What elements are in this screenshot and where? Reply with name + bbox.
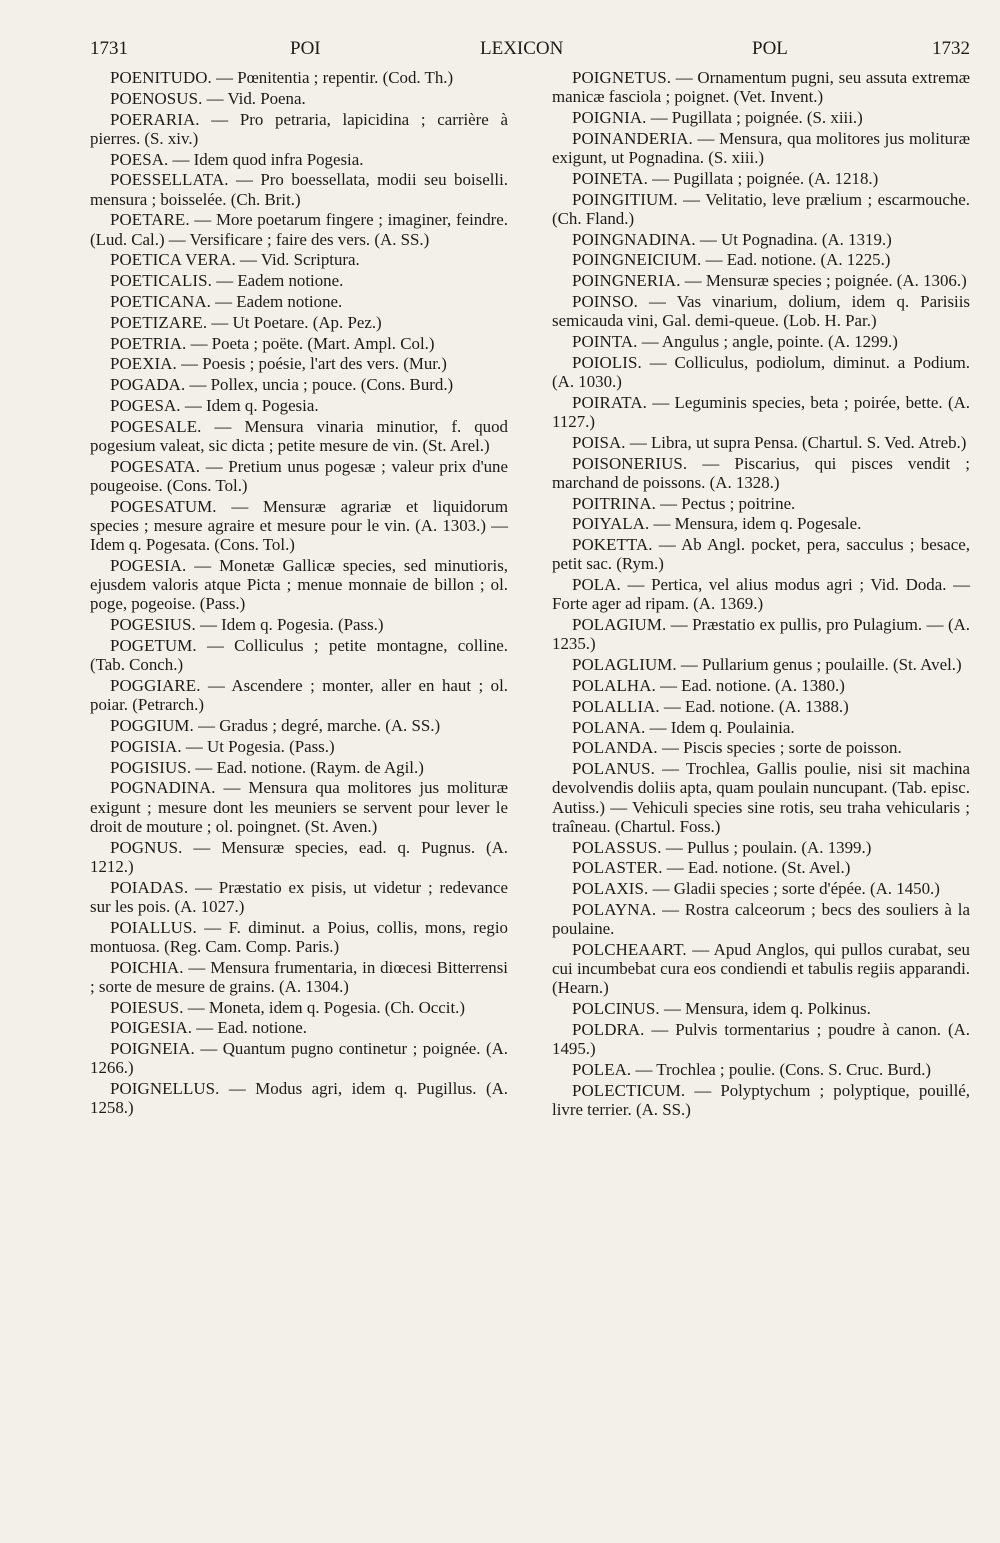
entry-definition: — Idem q. Pogesia. (Pass.) — [195, 615, 384, 635]
lexicon-entry — [552, 575, 970, 613]
entry-headword: POLA. — [572, 575, 621, 595]
lexicon-entry — [90, 737, 508, 756]
lexicon-entry — [552, 230, 970, 249]
entry-headword: POINGNERIA. — [572, 271, 681, 291]
entry-headword: POINTA. — [572, 331, 638, 351]
entry-definition: — Angulus ; angle, pointe. (A. 1299.) — [637, 331, 898, 351]
entry-headword: POINETA. — [572, 168, 648, 188]
entry-definition: — Modus agri, idem q. Pugillus. (A. 1258.) — [90, 1079, 508, 1118]
lexicon-entry — [552, 190, 970, 228]
entry-definition: — Ut Pogesia. (Pass.) — [181, 736, 335, 756]
lexicon-entry — [90, 334, 508, 353]
lexicon-entry — [90, 758, 508, 777]
entry-definition: — Pro boessellata, modii seu boiselli. mensura ; boisselée. (Ch. Brit.) — [90, 170, 508, 209]
entry-definition: — Libra, ut supra Pensa. (Chartul. S. Ved. Atreb.) — [625, 432, 967, 452]
entry-definition: — Ascendere ; monter, aller en haut ; ol. poiar. (Petrarch.) — [90, 675, 508, 715]
entry-headword: POINGNADINA. — [572, 229, 696, 249]
entry-headword: POIALLUS. — [110, 917, 197, 937]
entry-definition: — Velitatio, leve prælium ; escarmouche. (Ch. Fland.) — [552, 189, 970, 228]
entry-headword: POLEA. — [572, 1059, 632, 1079]
entry-headword: POLAYNA. — [572, 899, 657, 919]
entry-definition: — Pretium unus pogesæ ; valeur prix d'une pougeoise. (Cons. Tol.) — [90, 456, 508, 495]
lexicon-entry — [552, 697, 970, 716]
lexicon-entry — [552, 129, 970, 167]
entry-definition: — Mensura, qua molitores jus molituræ exigunt, ut Pognadina. (S. xiii.) — [552, 128, 970, 167]
lexicon-entry — [90, 250, 508, 269]
entry-definition: — Quantum pugno continetur ; poignée. (A. 1266.) — [90, 1039, 508, 1078]
entry-headword: POGNUS. — [110, 837, 183, 857]
lexicon-entry — [552, 1020, 970, 1058]
entry-headword: POGADA. — [110, 375, 186, 395]
lexicon-entry — [90, 68, 508, 87]
lexicon-entry — [90, 210, 508, 248]
lexicon-entry — [552, 393, 970, 431]
entry-headword: POLAGLIUM. — [572, 655, 677, 675]
entry-definition: — Pœnitentia ; repentir. (Cod. Th.) — [211, 68, 454, 87]
entry-headword: POINSO. — [572, 291, 638, 311]
lexicon-entry — [552, 879, 970, 898]
entry-headword: POLANUS. — [572, 759, 655, 779]
lexicon-entry — [90, 1018, 508, 1037]
lexicon-entry — [552, 433, 970, 452]
lexicon-entry — [552, 738, 970, 757]
lexicon-entry — [552, 838, 970, 857]
entry-definition: — Ead. notione. — [192, 1018, 308, 1038]
entry-definition: — Idem q. Poulainia. — [645, 717, 795, 737]
entry-definition: — Pugillata ; poignée. (S. xiii.) — [646, 108, 863, 127]
entry-definition: — Colliculus, podiolum, diminut. a Podium. (A. 1030.) — [552, 352, 970, 391]
left-column — [90, 68, 508, 1119]
lexicon-entry — [552, 759, 970, 836]
entry-definition: — Eadem notione. — [210, 291, 343, 311]
entry-headword: POENOSUS. — [110, 88, 203, 108]
entry-definition: — Ead. notione. (St. Avel.) — [662, 858, 851, 878]
lexicon-entry — [552, 292, 970, 330]
entry-definition: — Poesis ; poésie, l'art des vers. (Mur.) — [176, 354, 447, 374]
lexicon-entry — [90, 170, 508, 208]
entry-definition: — Piscarius, qui pisces vendit ; marchand de poissons. (A. 1328.) — [552, 453, 970, 492]
entry-headword: POGGIARE. — [110, 675, 201, 695]
entry-headword: POIESUS. — [110, 997, 184, 1017]
entry-headword: POLCHEAART. — [572, 939, 687, 959]
lexicon-entry — [552, 615, 970, 653]
lexicon-entry — [90, 110, 508, 148]
entry-headword: POERARIA. — [110, 109, 200, 129]
lexicon-entry — [90, 838, 508, 876]
entry-headword: POETICANA. — [110, 291, 211, 311]
entry-headword: POGNADINA. — [110, 778, 216, 798]
lexicon-entry — [90, 354, 508, 373]
entry-headword: POLAGIUM. — [572, 615, 667, 635]
entry-headword: POIGNETUS. — [572, 68, 672, 87]
lexicon-entry — [552, 514, 970, 533]
lexicon-entry — [552, 718, 970, 737]
lexicon-entry — [90, 497, 508, 555]
lexicon-entry — [90, 636, 508, 674]
entry-definition: — Vas vinarium, dolium, idem q. Parisiis semicauda vini, Gal. demi-queue. (Lob. H. Par.) — [552, 291, 970, 331]
entry-definition: — Idem q. Pogesia. — [180, 395, 319, 415]
entry-headword: POGESIA. — [110, 555, 187, 575]
entry-headword: POIGNELLUS. — [110, 1079, 220, 1099]
entry-definition: — Pertica, vel alius modus agri ; Vid. Doda. — Forte ager ad ripam. (A. 1369.) — [552, 575, 970, 614]
entry-headword: POLANDA. — [572, 738, 658, 758]
entry-headword: POGESATUM. — [110, 496, 217, 516]
lexicon-entry — [90, 556, 508, 614]
lexicon-entry — [90, 998, 508, 1017]
running-head — [90, 38, 970, 68]
running-title: LEXICON — [480, 38, 564, 59]
lexicon-entry — [552, 68, 970, 106]
left-page-number: 1731 — [90, 38, 128, 59]
entry-definition: — Apud Anglos, qui pullos curabat, seu cui incumbebat cura eos condiendi et tabulis regiis apparandi. (Hearn.) — [552, 939, 970, 998]
entry-definition: — Mensura vinaria minutior, f. quod pogesium valeat, sic dicta ; petite mesure de vin. (St. Arel.) — [90, 416, 508, 455]
entry-definition: — Pulvis tormentarius ; poudre à canon. (A. 1495.) — [552, 1019, 970, 1059]
entry-headword: POETRIA. — [110, 333, 187, 353]
entry-definition: — Gradus ; degré, marche. (A. SS.) — [193, 715, 441, 735]
lexicon-entry — [90, 375, 508, 394]
lexicon-entry — [90, 417, 508, 455]
entry-definition: — Piscis species ; sorte de poisson. — [657, 738, 902, 758]
entry-definition: — Mensura, idem q. Polkinus. — [659, 999, 871, 1019]
lexicon-entry — [552, 999, 970, 1018]
entry-headword: POINANDERIA. — [572, 128, 693, 148]
entry-headword: POLECTICUM. — [572, 1080, 686, 1100]
entry-headword: POLALHA. — [572, 675, 656, 695]
entry-definition: — F. diminut. a Poius, collis, mons, regio montuosa. (Reg. Cam. Comp. Paris.) — [90, 917, 508, 956]
lexicon-entry — [90, 1039, 508, 1077]
entry-definition: — Leguminis species, beta ; poirée, bette. (A. 1127.) — [552, 392, 970, 431]
entry-definition: — Ead. notione. (A. 1380.) — [655, 675, 845, 695]
entry-headword: POETARE. — [110, 210, 190, 230]
entry-definition: — Trochlea, Gallis poulie, nisi sit machina devolvendis doliis apta, quam poulain nuncupant. (Tab. episc. Autiss.) — Vehiculi species sine rotis, seu traha vehicularis ; traîneau. (Chartul. Foss.) — [552, 759, 970, 836]
lexicon-entry — [552, 494, 970, 513]
entry-definition: — More poetarum fingere ; imaginer, feindre. (Lud. Cal.) — Versificare ; faire des vers. (A. SS.) — [90, 210, 508, 249]
entry-headword: POESSELLATA. — [110, 170, 229, 190]
left-guide-word: POI — [290, 38, 321, 59]
entry-headword: POLASSUS. — [572, 837, 662, 857]
entry-definition: — Gladii species ; sorte d'épée. (A. 1450.) — [648, 879, 940, 899]
entry-headword: POEXIA. — [110, 354, 177, 374]
lexicon-entry — [90, 396, 508, 415]
entry-headword: POETIZARE. — [110, 312, 208, 332]
entry-headword: POGISIUS. — [110, 757, 192, 777]
entry-definition: — Trochlea ; poulie. (Cons. S. Cruc. Burd.) — [631, 1059, 932, 1079]
entry-definition: — Mensura frumentaria, in diœcesi Bitterrensi ; sorte de mesure de grains. (A. 1304.) — [90, 957, 508, 996]
lexicon-entry — [552, 655, 970, 674]
entry-headword: POISA. — [572, 432, 626, 452]
entry-headword: POGETUM. — [110, 635, 197, 655]
entry-headword: POIRATA. — [572, 392, 647, 412]
entry-definition: — Eadem notione. — [211, 271, 344, 291]
entry-definition: — Vid. Scriptura. — [235, 250, 360, 270]
entry-definition: — Mensuræ agrariæ et liquidorum species ; mesure agraire et mesure pour le vin. (A. 1303.) — Idem q. Pogesata. (Cons. Tol.) — [90, 496, 508, 555]
lexicon-entry — [552, 353, 970, 391]
lexicon-entry — [90, 313, 508, 332]
lexicon-entry — [90, 878, 508, 916]
entry-headword: POIGNEIA. — [110, 1039, 195, 1059]
lexicon-entry — [90, 716, 508, 735]
entry-headword: POLCINUS. — [572, 999, 660, 1019]
lexicon-entry — [552, 108, 970, 127]
entry-definition: — Præstatio ex pullis, pro Pulagium. — (A. 1235.) — [552, 615, 970, 654]
entry-definition: — Mensura qua molitores jus molituræ exigunt ; mesure dont les meuniers se servent pour lever le droit de mouture ; ol. poingnet. (St. Aven.) — [90, 778, 508, 836]
entry-headword: POLALLIA. — [572, 696, 660, 716]
entry-definition: — Pullarium genus ; poulaille. (St. Avel.) — [676, 655, 962, 675]
lexicon-entry — [90, 918, 508, 956]
lexicon-entry — [552, 250, 970, 269]
lexicon-entry — [552, 900, 970, 938]
lexicon-entry — [90, 958, 508, 996]
entry-headword: POITRINA. — [572, 493, 656, 513]
lexicon-entry — [90, 615, 508, 634]
lexicon-entry — [552, 454, 970, 492]
entry-headword: POGESATA. — [110, 456, 201, 476]
entry-definition: — Ead. notione. (A. 1388.) — [659, 696, 849, 716]
entry-definition: — Pro petraria, lapicidina ; carrière à pierres. (S. xiv.) — [90, 109, 508, 148]
entry-definition: — Ead. notione. (A. 1225.) — [701, 250, 891, 270]
entry-definition: — Polyptychum ; polyptique, pouillé, livre terrier. (A. SS.) — [552, 1080, 970, 1119]
lexicon-entry — [90, 150, 508, 169]
entry-headword: POGESIUS. — [110, 615, 196, 635]
lexicon-entry — [90, 271, 508, 290]
lexicon-entry — [90, 457, 508, 495]
entry-definition: — Ead. notione. (Raym. de Agil.) — [191, 757, 424, 777]
entry-definition: — Colliculus ; petite montagne, colline. (Tab. Conch.) — [90, 635, 508, 675]
entry-definition: — Præstatio ex pisis, ut videtur ; redevance sur les pois. (A. 1027.) — [90, 877, 508, 916]
lexicon-entry — [552, 271, 970, 290]
lexicon-entry — [90, 89, 508, 108]
entry-definition: — Ut Pognadina. (A. 1319.) — [695, 229, 892, 249]
lexicon-entry — [552, 169, 970, 188]
lexicon-entry — [90, 1079, 508, 1117]
entry-definition: — Ab Angl. pocket, pera, sacculus ; besace, petit sac. (Rym.) — [552, 535, 970, 574]
entry-headword: POINGITIUM. — [572, 189, 678, 209]
entry-headword: POLASTER. — [572, 858, 663, 878]
entry-definition: — Moneta, idem q. Pogesia. (Ch. Occit.) — [183, 997, 466, 1017]
entry-headword: POGESA. — [110, 395, 181, 415]
entry-headword: POLANA. — [572, 717, 646, 737]
entry-headword: POETICA VERA. — [110, 250, 236, 270]
entry-definition: — Monetæ Gallicæ species, sed minutioris, ejusdem valoris atque Picta ; menue monnaie de billon ; ol. poge, pogeoise. (Pass.) — [90, 555, 508, 614]
entry-definition: — Mensuræ species, ead. q. Pugnus. (A. 1212.) — [90, 837, 508, 876]
entry-headword: POENITUDO. — [110, 68, 212, 87]
entry-definition: — Ornamentum pugni, seu assuta extremæ manicæ fasciola ; poignet. (Vet. Invent.) — [552, 68, 970, 107]
entry-definition: — Ut Poetare. (Ap. Pez.) — [207, 312, 382, 332]
entry-definition: — Vid. Poena. — [202, 88, 306, 108]
entry-headword: POINGNEICIUM. — [572, 250, 702, 270]
entry-headword: POIOLIS. — [572, 352, 642, 372]
entry-headword: POICHIA. — [110, 957, 184, 977]
lexicon-entry — [90, 676, 508, 714]
right-column — [552, 68, 970, 1121]
entry-headword: POIYALA. — [572, 514, 650, 534]
entry-definition: — Mensuræ species ; poignée. (A. 1306.) — [680, 271, 967, 291]
lexicon-entry — [552, 676, 970, 695]
entry-definition: — Poeta ; poëte. (Mart. Ampl. Col.) — [186, 333, 435, 353]
lexicon-entry — [552, 1060, 970, 1079]
entry-definition: — Pugillata ; poignée. (A. 1218.) — [647, 168, 879, 188]
entry-definition: — Idem quod infra Pogesia. — [168, 149, 364, 169]
lexicon-entry — [90, 292, 508, 311]
entry-definition: — Pectus ; poitrine. — [655, 493, 796, 513]
entry-headword: POIADAS. — [110, 877, 189, 897]
entry-headword: POIGNIA. — [572, 108, 647, 127]
right-page-number: 1732 — [932, 38, 970, 59]
entry-headword: POESA. — [110, 149, 169, 169]
lexicon-entry — [552, 332, 970, 351]
lexicon-entry — [552, 535, 970, 573]
entry-definition: — Rostra calceorum ; becs des souliers à la poulaine. — [552, 899, 970, 939]
lexicon-entry — [552, 1081, 970, 1119]
entry-headword: POKETTA. — [572, 535, 653, 555]
entry-headword: POISONERIUS. — [572, 453, 688, 473]
entry-definition: — Pollex, uncia ; pouce. (Cons. Burd.) — [185, 375, 454, 395]
entry-headword: POIGESIA. — [110, 1018, 193, 1038]
entry-headword: POLAXIS. — [572, 879, 649, 899]
lexicon-entry — [552, 940, 970, 998]
entry-definition: — Pullus ; poulain. (A. 1399.) — [661, 837, 872, 857]
lexicon-entry — [90, 778, 508, 836]
entry-headword: POETICALIS. — [110, 271, 212, 291]
entry-headword: POGGIUM. — [110, 715, 194, 735]
entry-headword: POLDRA. — [572, 1019, 645, 1039]
entry-headword: POGESALE. — [110, 416, 202, 436]
entry-definition: — Mensura, idem q. Pogesale. — [649, 514, 862, 534]
entry-headword: POGISIA. — [110, 736, 182, 756]
right-guide-word: POL — [752, 38, 788, 59]
lexicon-entry — [552, 858, 970, 877]
